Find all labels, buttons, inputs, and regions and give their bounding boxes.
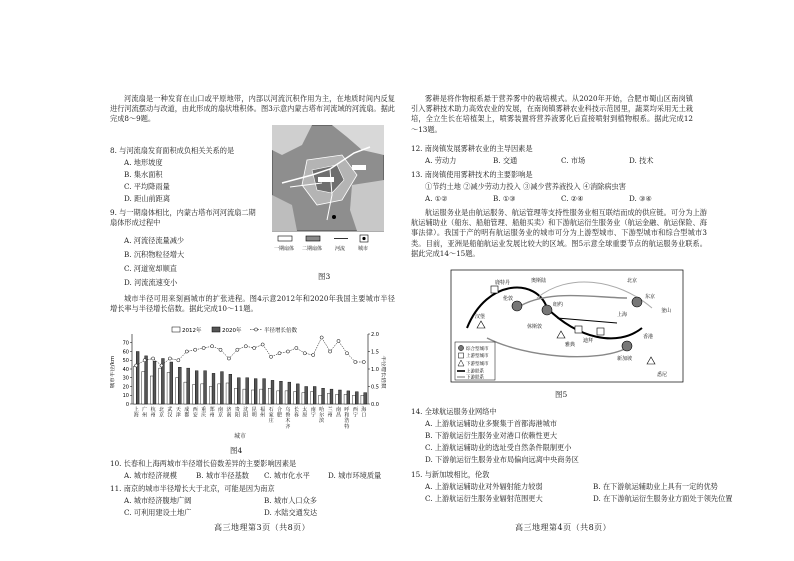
fig4-category-label-27-0: 海 [361, 407, 367, 413]
figure-3-map [272, 125, 384, 253]
fig4-ytick-label-right-3: 1.5 [371, 349, 379, 356]
fig4-bar-2020-25 [347, 391, 350, 404]
fig4-category-label-24-0: 南 [335, 407, 342, 413]
fig4-bar-2012-18 [285, 391, 288, 404]
q13-option-d[interactable]: D. ③④ [629, 194, 652, 203]
fig4-ratio-point-16 [269, 355, 272, 358]
question-15: 15. 与新加坡相比，伦敦 [411, 470, 490, 479]
q11-option-c[interactable]: C. 可利用建设土地广 [124, 508, 192, 517]
fig4-bar-2020-17 [280, 381, 283, 404]
fig4-category-label-12-0: 贵 [234, 407, 240, 413]
fig4-bar-2012-9 [209, 387, 212, 405]
q13-items: ①节约土地 ②减少劳动力投入 ③减少营养液投入 ④消除病虫害 [425, 182, 626, 191]
fig4-category-label-27-1: 口 [361, 412, 367, 419]
fig4-bar-2020-11 [229, 374, 232, 404]
fig4-bar-2020-27 [364, 393, 367, 404]
q8-option-a[interactable]: A. 地形坡度 [124, 158, 163, 167]
fig4-ratio-point-10 [219, 348, 222, 351]
fig4-category-label-0-0: 上 [133, 407, 139, 413]
fig4-ytick-label-left-0: 0 [125, 401, 129, 408]
fig4-category-label-7-1: 安 [192, 412, 198, 419]
fig4-bar-2012-19 [293, 392, 296, 404]
fig4-ytick-label-right-4: 2.0 [371, 331, 379, 338]
fig4-bar-2012-1 [142, 372, 145, 404]
fig4-category-label-25-0: 呼 [344, 407, 350, 413]
fig4-bar-2020-15 [263, 379, 266, 404]
fig4-category-label-0-1: 海 [133, 412, 139, 419]
fig4-category-label-1-1: 州 [142, 412, 148, 419]
fig4-ratio-point-27 [362, 360, 365, 363]
fig5-legend-down-link: 下游联系 [466, 375, 484, 381]
fig4-bar-2012-3 [159, 368, 162, 404]
fig4-ratio-point-8 [202, 346, 205, 349]
q10-option-d[interactable]: D. 城市环境质量 [328, 471, 382, 480]
fig4-bar-2012-22 [319, 395, 322, 404]
intro-q12-13: 雾耕是将作物根系悬于营养雾中的栽培模式。从2020年开始，合肥市蜀山区南岗镇引入雾耕技术助力高效农业的发展，在南岗镇雾耕农业科技示范园里，蔬菜均采用无土栽培，全立生长在培植架上，喷雾装置将营养液雾化后直接喷射到植物根系。据此完成12～13题。 [411, 94, 693, 134]
q15-option-a[interactable]: A. 上游航运辅助业对外辐射能力较弱 [425, 482, 543, 491]
fig4-category-label-6-1: 都 [184, 412, 190, 419]
fig4-category-label-23-1: 州 [327, 412, 333, 419]
fig5-legend-upstream: 上游型城市 [466, 354, 489, 359]
question-11: 11. 南京的城市半径增长大于北京，可能是因为南京 [110, 484, 275, 493]
q13-option-a[interactable]: A. ①② [425, 194, 448, 203]
fig4-category-label-4-0: 武 [167, 407, 173, 413]
q14-option-d[interactable]: D. 下游航运衍生服务业布局偏向远离中央商务区 [425, 455, 579, 464]
figure-4-chart [110, 322, 386, 434]
fig4-category-label-26-1: 宁 [352, 412, 358, 419]
fig5-label-hongkong: 香港 [643, 334, 654, 340]
fig4-ratio-point-9 [210, 345, 213, 348]
fig4-category-label-16-2: 庄 [268, 418, 274, 425]
question-9: 9. 与一期扇体相比，内蒙古塔布河河流扇二期扇体形成过程中 [110, 208, 256, 228]
fig4-ylabel-right: 半径增长倍数 [380, 355, 386, 389]
fig4-bar-2020-5 [178, 367, 181, 404]
fig4-bar-2012-23 [327, 394, 330, 405]
fig4-ratio-point-2 [151, 357, 154, 360]
fig3-legend-phase2: 二期扇体 [302, 246, 323, 252]
figure-5-caption: 图5 [555, 390, 568, 399]
fig4-bar-2020-6 [187, 368, 190, 404]
fig5-label-beijing: 北京 [627, 278, 638, 284]
fig5-legend-downstream: 下游型城市 [466, 362, 489, 367]
fig4-category-label-6-0: 成 [184, 407, 190, 413]
q15-option-c[interactable]: C. 上游航运衍生服务业辐射范围更大 [425, 494, 543, 503]
fig4-ytick-label-left-5: 50 [122, 358, 129, 365]
fig4-bar-2012-14 [251, 390, 254, 404]
fig4-category-label-5-0: 天 [175, 407, 181, 413]
fig4-category-label-9-0: 郑 [209, 407, 215, 413]
fig4-ytick-label-left-7: 70 [122, 340, 129, 347]
fig4-category-label-13-0: 沈 [243, 407, 249, 413]
question-10: 10. 长春和上海两城市半径增长倍数差异的主要影响因素是 [110, 459, 297, 468]
fig4-bar-2012-21 [310, 392, 313, 404]
fig5-label-rotterdam: 鹿特丹 [495, 280, 511, 286]
fig4-category-label-15-0: 福 [260, 407, 266, 413]
fig3-legend-city: 城市 [358, 246, 369, 252]
fig4-legend-2012: 2012年 [182, 328, 202, 334]
figure-5-network [447, 268, 687, 384]
fig4-category-label-12-1: 阳 [234, 412, 240, 419]
q14-option-c[interactable]: C. 上游航运辅助业的选址受自然条件限制更小 [425, 443, 572, 452]
fig4-ratio-point-3 [160, 364, 163, 367]
fig4-ratio-point-14 [253, 346, 256, 349]
q11-option-b[interactable]: B. 城市人口众多 [264, 496, 317, 505]
fig4-category-label-1-0: 广 [142, 407, 148, 413]
intro-q14-15: 航运服务业是由航运服务、航运管理等支持性服务业相互联结而成的供应链。可分为上游航运辅助业（船东、船舶管理、船舶买卖）和下游航运衍生服务业（航运金融、航运保险、海事法律）。我国于产的明有航运服务业的城市可分为上游型城市、下游型城市和综合型城市3类。目前，亚洲是船舶航运业发展比较大的区域。图5示意全球重要节点的航运服务业联系。据此完成14～15题。 [411, 208, 707, 258]
fig4-category-label-18-3: 齐 [285, 423, 291, 430]
fig4-bar-2012-27 [361, 395, 364, 404]
fig4-ratio-point-0 [135, 364, 138, 367]
intro-q8-9: 河流扇是一种发育在山口或平原地带，内部以河流沉积作用为主，在地质时间内反复进行河流摆动与改道，由此形成的扇状堆积体。图3示意内蒙古塔布河流域的河流扇。据此完成8～9题。 [110, 94, 395, 124]
fig4-ytick-label-left-1: 10 [122, 393, 129, 400]
question-8: 8. 与河流扇发育面积成负相关关系的是 [110, 146, 235, 155]
fig4-bar-2020-23 [330, 389, 333, 404]
fig4-bar-2012-6 [184, 382, 187, 404]
q8-option-c[interactable]: C. 平均降雨量 [124, 182, 170, 191]
fig5-legend-up-link: 上游联系 [466, 369, 484, 375]
fig5-legend-integrated: 综合型城市 [466, 347, 489, 352]
fig4-category-label-26-0: 西 [352, 407, 358, 413]
fig4-bar-2020-2 [153, 361, 156, 404]
fig4-bar-2012-4 [167, 373, 170, 405]
fig4-ytick-label-left-4: 40 [122, 366, 129, 373]
fig4-bar-2020-10 [221, 372, 224, 404]
fig4-bar-2012-10 [218, 384, 221, 404]
fig4-bar-2012-0 [133, 366, 136, 404]
fig5-label-hamburg: 汉堡 [475, 314, 486, 320]
fig4-category-label-24-1: 昌 [335, 412, 342, 419]
fig4-bar-2012-12 [234, 388, 237, 404]
fig4-ytick-label-left-2: 20 [122, 384, 129, 391]
fig4-category-label-18-2: 木 [285, 418, 291, 425]
fig4-category-label-19-0: 长 [293, 407, 299, 413]
q12-option-c[interactable]: C. 市场 [561, 156, 586, 165]
fig4-bar-2012-7 [192, 385, 195, 404]
fig4-ratio-point-15 [261, 343, 264, 346]
question-14: 14. 全球航运服务业网络中 [411, 407, 497, 416]
fig4-ratio-point-17 [278, 352, 281, 355]
fig4-ratio-point-24 [337, 339, 340, 342]
fig4-bar-2020-26 [355, 392, 358, 404]
fig4-category-label-18-0: 乌 [285, 407, 291, 413]
fig4-category-label-14-1: 明 [251, 412, 257, 419]
fig4-category-label-16-1: 家 [268, 412, 274, 419]
fig4-bar-2012-15 [260, 389, 263, 404]
fig4-ratio-point-11 [227, 357, 230, 360]
fig4-bar-2020-21 [313, 387, 316, 405]
fig4-category-label-8-0: 重 [201, 407, 207, 413]
fig4-category-label-20-1: 原 [302, 412, 308, 419]
fig4-ratio-point-18 [286, 350, 289, 353]
fig4-category-label-22-0: 哈 [319, 407, 325, 413]
fig4-bar-2020-1 [145, 356, 148, 404]
q12-option-a[interactable]: A. 劳动力 [425, 156, 457, 165]
fig4-bar-2020-4 [170, 362, 173, 404]
fig4-legend-ratio: 半径增长倍数 [264, 328, 298, 334]
fig4-bar-2012-16 [268, 388, 271, 404]
fig3-legend-phase1: 一期扇体 [274, 246, 295, 252]
fig4-bar-2020-0 [136, 352, 139, 405]
fig4-ytick-label-right-2: 1.0 [371, 366, 379, 373]
fig4-ratio-point-4 [168, 357, 171, 360]
fig4-ratio-point-21 [312, 353, 315, 356]
fig4-bar-2012-24 [336, 394, 339, 404]
fig4-ratio-point-26 [354, 360, 357, 363]
fig5-label-sydney: 悉尼 [657, 372, 668, 378]
q9-option-c[interactable]: C. 河道宽却顺直 [124, 264, 177, 273]
fig4-category-label-16-0: 石 [268, 407, 274, 413]
fig4-bar-2020-20 [305, 387, 308, 405]
fig4-bar-2020-7 [195, 371, 198, 404]
fig4-category-label-17-0: 合 [276, 407, 283, 413]
q15-option-b[interactable]: B. 在下游航运辅助业上具有一定的优势 [593, 482, 718, 491]
fig4-category-label-2-0: 杭 [150, 407, 156, 413]
fig4-category-label-15-1: 州 [260, 412, 266, 419]
fig4-category-label-7-0: 西 [192, 407, 198, 413]
q15-option-d[interactable]: D. 在下游航运衍生服务业方面处于领先位置 [593, 494, 733, 503]
fig4-category-label-4-1: 汉 [167, 412, 173, 419]
q11-option-a[interactable]: A. 城市经济腹地广阔 [124, 496, 192, 505]
fig5-label-busan: 釜山 [661, 308, 672, 314]
fig4-ratio-point-1 [143, 359, 146, 362]
fig4-bar-2020-16 [271, 380, 274, 404]
fig4-category-label-23-0: 兰 [327, 407, 333, 413]
fig4-category-label-11-1: 南 [226, 412, 232, 419]
fig4-category-label-3-1: 京 [158, 412, 165, 419]
question-13: 13. 南岗镇使用雾耕技术的主要影响是 [411, 170, 533, 179]
q13-option-c[interactable]: C. ②④ [561, 194, 584, 203]
fig4-bar-2020-12 [237, 378, 240, 404]
fig4-category-label-3-0: 北 [158, 407, 165, 413]
fig4-category-label-21-1: 宁 [310, 412, 316, 419]
fig4-bar-2012-26 [352, 395, 355, 404]
fig4-ratio-point-7 [194, 348, 197, 351]
figure-3-caption: 图3 [318, 272, 331, 281]
fig4-ratio-point-19 [295, 346, 298, 349]
fig4-ratio-point-23 [328, 350, 331, 353]
fig4-bar-2020-22 [322, 388, 325, 404]
fig4-bar-2020-14 [254, 379, 257, 404]
fig4-bar-2012-2 [150, 376, 153, 404]
q8-option-d[interactable]: D. 距山前距离 [124, 194, 171, 203]
fig4-ratio-point-13 [244, 345, 247, 348]
q9-option-d[interactable]: D. 河流流速变小 [124, 278, 178, 287]
fig5-label-oslo: 奥斯陆 [531, 278, 547, 284]
fig4-ytick-label-right-0: 0.0 [371, 401, 379, 408]
fig4-category-label-8-1: 庆 [201, 412, 207, 419]
fig4-category-label-10-1: 京 [217, 412, 224, 419]
q10-option-b[interactable]: B. 城市半径基数 [196, 471, 249, 480]
fig5-label-houston: 休斯敦 [527, 324, 543, 330]
fig4-bar-2020-24 [339, 390, 342, 404]
intro-q10-11: 城市半径可用来刻画城市的扩张进程。图4示意2012年和2020年我国主要城市半径增长率与半径增长倍数。据此完成10～11题。 [110, 294, 395, 314]
fig4-bar-2012-8 [201, 384, 204, 404]
fig5-label-newyork: 纽约 [553, 302, 564, 308]
q10-option-a[interactable]: A. 城市经济规模 [124, 471, 177, 480]
q8-option-b[interactable]: B. 集水面积 [124, 170, 163, 179]
q14-option-a[interactable]: A. 上游航运辅助业多聚集于首都海港城市 [425, 419, 557, 428]
left-page-footer: 高三地理第3页（共8页） [214, 523, 311, 532]
fig4-bar-2012-17 [277, 391, 280, 404]
fig4-bar-2020-9 [212, 373, 215, 404]
fig5-label-london: 伦敦 [503, 296, 514, 302]
fig4-ytick-label-left-3: 30 [122, 375, 129, 382]
fig4-bar-2020-18 [288, 382, 291, 404]
fig4-category-label-25-2: 浩 [344, 418, 350, 425]
q12-option-d[interactable]: D. 技术 [629, 156, 654, 165]
fig4-legend-2020: 2020年 [222, 328, 242, 334]
q13-option-b[interactable]: B. ①③ [493, 194, 516, 203]
fig4-category-label-11-0: 济 [226, 407, 232, 413]
fig4-category-label-22-1: 尔 [319, 412, 325, 419]
fig4-category-label-22-2: 滨 [319, 418, 325, 425]
fig4-category-label-13-1: 阳 [243, 412, 249, 419]
fig4-ytick-label-left-6: 60 [122, 349, 129, 356]
q14-option-b[interactable]: B. 下游航运衍生服务业对港口依赖性更大 [425, 431, 558, 440]
fig5-label-singapore: 新加坡 [617, 356, 633, 362]
fig4-category-label-19-1: 春 [293, 412, 299, 419]
fig4-bar-2012-11 [226, 383, 229, 404]
fig5-label-tokyo: 东京 [645, 294, 656, 300]
fig4-bar-2020-8 [204, 371, 207, 404]
fig4-bar-2012-5 [175, 378, 178, 404]
fig4-category-label-2-1: 州 [150, 412, 156, 419]
fig5-label-athens: 雅典 [565, 342, 576, 348]
fig4-category-label-21-0: 南 [310, 407, 316, 413]
fig3-legend-river: 河流 [335, 246, 346, 252]
fig4-category-label-20-0: 太 [302, 407, 308, 413]
fig4-ylabel-left: 城市半径/km [110, 355, 116, 389]
right-page-footer: 高三地理第4页（共8页） [515, 523, 612, 532]
fig4-ratio-point-5 [177, 359, 180, 362]
fig4-bar-2012-13 [243, 389, 246, 404]
fig4-ratio-point-12 [236, 348, 239, 351]
fig4-ratio-point-25 [345, 352, 348, 355]
fig4-ratio-point-22 [320, 336, 323, 339]
fig4-category-label-25-1: 和 [344, 412, 350, 419]
figure-4-caption: 图4 [230, 446, 243, 455]
fig4-bar-2012-20 [302, 393, 305, 404]
question-12: 12. 南岗镇发展雾耕农业的主导因素是 [411, 144, 533, 153]
fig4-category-label-14-0: 昆 [251, 407, 257, 413]
q9-option-a[interactable]: A. 河流径流量减少 [124, 236, 185, 245]
fig4-bar-2020-19 [296, 384, 299, 404]
q12-option-b[interactable]: B. 交通 [493, 156, 518, 165]
fig4-bar-2020-13 [246, 378, 249, 404]
q11-option-d[interactable]: D. 水陆交通发达 [264, 508, 318, 517]
q9-option-b[interactable]: B. 沉积物粒径增大 [124, 250, 185, 259]
fig4-ytick-label-right-1: 0.5 [371, 384, 379, 391]
fig4-category-label-5-1: 津 [175, 412, 181, 419]
fig4-category-label-18-1: 鲁 [285, 412, 291, 419]
q10-option-c[interactable]: C. 城市化水平 [264, 471, 310, 480]
fig5-label-shanghai: 上海 [617, 312, 628, 318]
fig4-xlabel: 城市 [234, 433, 247, 440]
right-page [397, 0, 794, 561]
fig4-category-label-9-1: 州 [209, 412, 215, 419]
fig4-bar-2012-25 [344, 394, 347, 404]
fig4-category-label-10-0: 南 [217, 407, 224, 413]
fig4-category-label-17-1: 肥 [276, 412, 283, 419]
fig5-label-dubai: 迪拜 [583, 338, 594, 344]
fig4-ratio-point-20 [303, 352, 306, 355]
fig4-ratio-point-6 [185, 350, 188, 353]
fig4-category-label-25-3: 特 [344, 423, 350, 430]
